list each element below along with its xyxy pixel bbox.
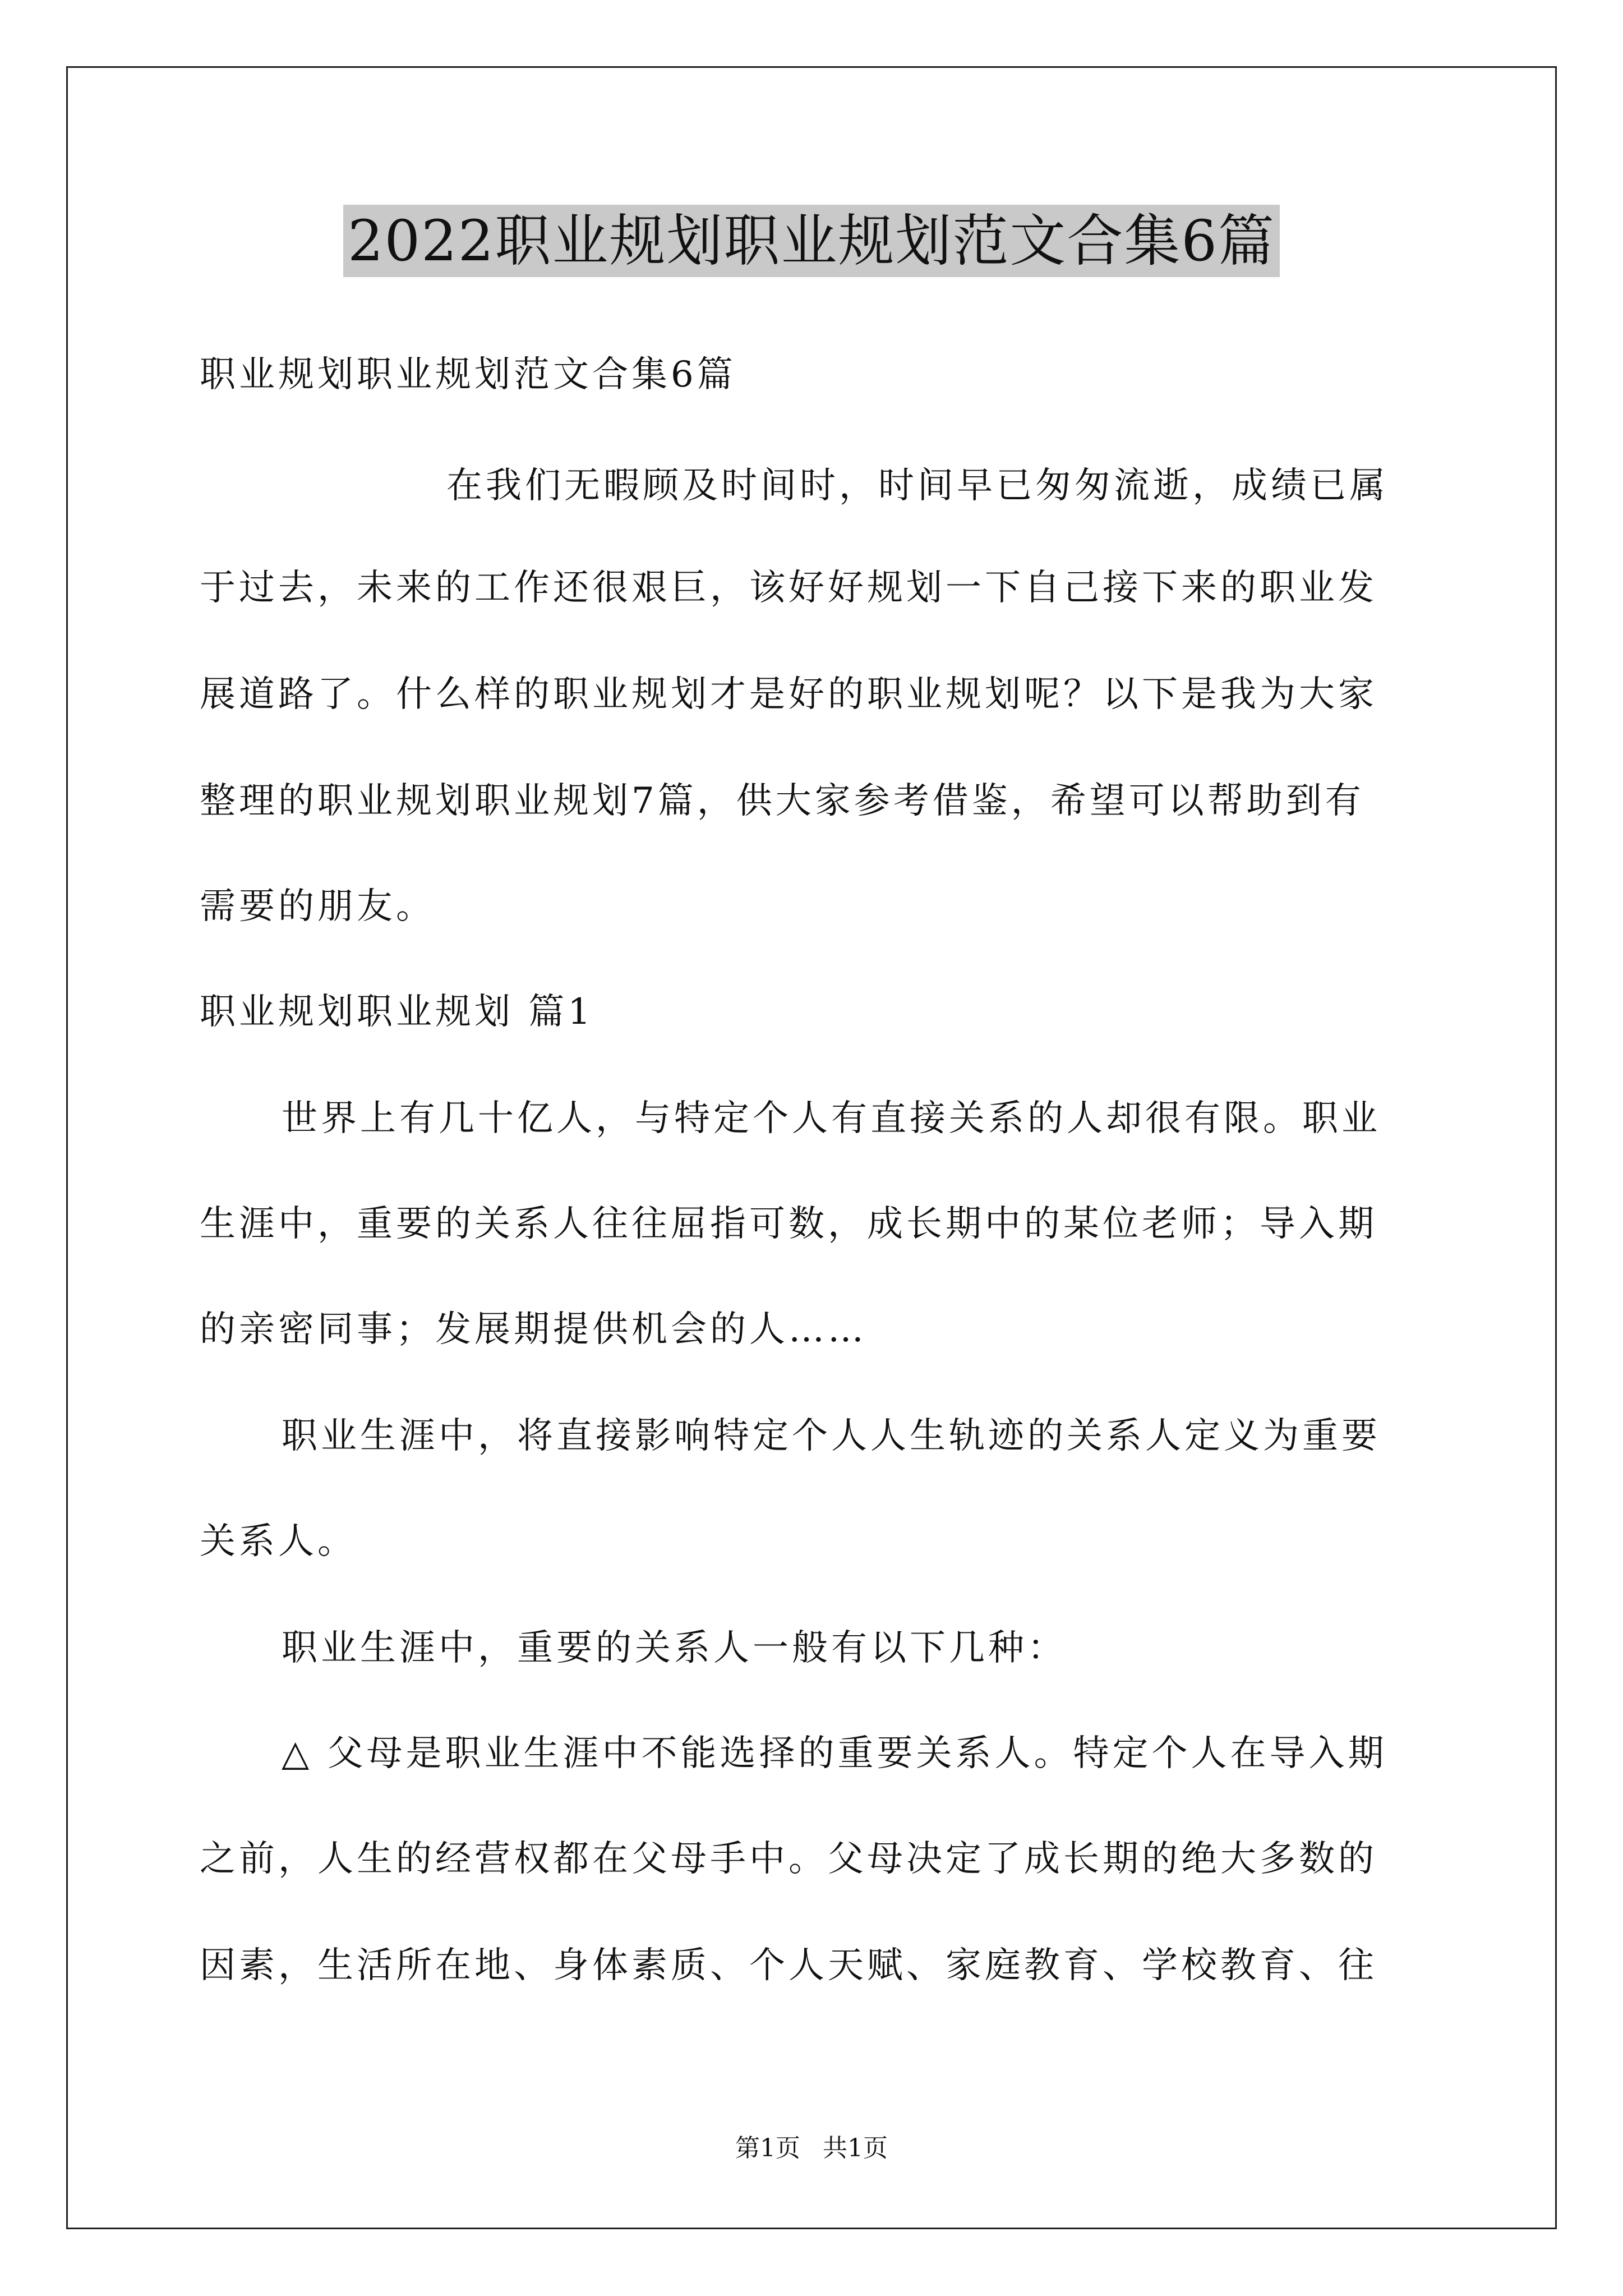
paragraph-line: 因素，生活所在地、身体素质、个人天赋、家庭教育、学校教育、往 <box>200 1945 1377 1986</box>
page-footer <box>0 2132 1623 2165</box>
paragraph-line: 生涯中，重要的关系人往往屈指可数，成长期中的某位老师；导入期 <box>200 1203 1377 1245</box>
intro-line: 于过去，未来的工作还很艰巨，该好好规划一下自己接下来的职业发 <box>200 567 1377 609</box>
paragraph-line: 的亲密同事；发展期提供机会的人…… <box>200 1309 867 1350</box>
intro-line: 展道路了。什么样的职业规划才是好的职业规划呢？以下是我为大家 <box>200 674 1377 715</box>
paragraph-line: 关系人。 <box>200 1521 357 1562</box>
intro-line: 在我们无暇顾及时间时，时间早已匆匆流逝，成绩已属 <box>446 465 1389 507</box>
page-number: 第1页 <box>735 2134 800 2162</box>
intro-line: 需要的朋友。 <box>200 886 435 927</box>
paragraph-line: △ 父母是职业生涯中不能选择的重要关系人。特定个人在导入期 <box>282 1733 1387 1774</box>
paragraph-line: 世界上有几十亿人，与特定个人有直接关系的人却很有限。职业 <box>282 1098 1381 1139</box>
paragraph-line: 职业生涯中，将直接影响特定个人人生轨迹的关系人定义为重要 <box>282 1415 1381 1457</box>
page-total: 共1页 <box>823 2134 888 2162</box>
section-heading: 职业规划职业规划 篇1 <box>200 991 594 1033</box>
document-title-text: 2022职业规划职业规划范文合集6篇 <box>343 205 1280 277</box>
paragraph-line: 之前，人生的经营权都在父母手中。父母决定了成长期的绝大多数的 <box>200 1838 1377 1880</box>
document-title <box>0 202 1623 280</box>
subtitle: 职业规划职业规划范文合集6篇 <box>200 354 736 395</box>
intro-line: 整理的职业规划职业规划7篇，供大家参考借鉴，希望可以帮助到有 <box>200 780 1364 822</box>
paragraph-line: 职业生涯中，重要的关系人一般有以下几种： <box>282 1627 1067 1669</box>
